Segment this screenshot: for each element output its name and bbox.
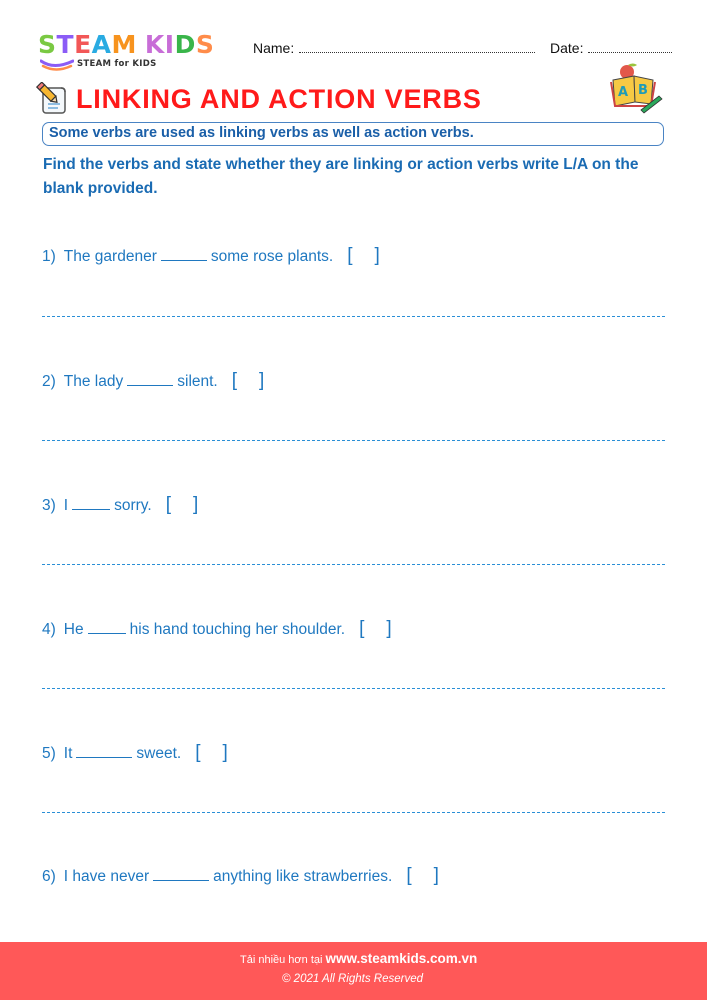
logo-letter: S xyxy=(38,30,57,59)
verb-blank[interactable] xyxy=(161,260,207,261)
question-4 xyxy=(42,618,392,640)
answer-bracket[interactable]: [ ] xyxy=(195,742,228,763)
verb-blank[interactable] xyxy=(72,509,110,510)
svg-text:B: B xyxy=(638,83,648,98)
logo-letter: A xyxy=(91,30,112,59)
name-blank-line[interactable] xyxy=(299,52,535,53)
answer-line[interactable] xyxy=(42,316,665,317)
question-5 xyxy=(42,742,228,764)
logo-letter: I xyxy=(164,30,175,59)
logo-letter: M xyxy=(111,30,137,59)
answer-bracket[interactable]: [ ] xyxy=(359,618,392,639)
name-field[interactable] xyxy=(253,40,535,56)
footer-copyright: © 2021 All Rights Reserved xyxy=(282,973,424,985)
question-text-before: The lady xyxy=(63,373,124,390)
question-text-before: It xyxy=(63,745,73,762)
logo-letter: T xyxy=(56,30,75,59)
question-text-after: his hand touching her shoulder. xyxy=(129,621,346,638)
logo-wordmark xyxy=(38,32,238,57)
question-text-after: some rose plants. xyxy=(210,248,334,265)
footer-url[interactable]: www.steamkids.com.vn xyxy=(325,951,478,966)
question-number: 6) xyxy=(42,868,56,885)
question-text-after: sweet. xyxy=(136,745,182,762)
question-text-before: I xyxy=(63,497,69,514)
logo-swoosh-icon xyxy=(40,58,74,72)
question-number: 1) xyxy=(42,248,56,265)
question-text-before: I have never xyxy=(63,868,150,885)
logo-letter: S xyxy=(195,30,215,59)
answer-line[interactable] xyxy=(42,564,665,565)
footer-download-prefix: Tải nhiều hơn tại xyxy=(240,954,323,966)
question-number: 2) xyxy=(42,373,56,390)
verb-blank[interactable] xyxy=(88,633,126,634)
logo-letter: K xyxy=(144,30,165,59)
question-number: 4) xyxy=(42,621,56,638)
pencil-paper-icon xyxy=(36,82,70,116)
question-1 xyxy=(42,245,380,267)
question-number: 5) xyxy=(42,745,56,762)
abc-book-apple-icon xyxy=(607,62,663,114)
answer-bracket[interactable]: [ ] xyxy=(165,494,199,515)
footer-download-link[interactable] xyxy=(240,951,477,966)
verb-blank[interactable] xyxy=(153,880,209,881)
page-title: LINKING AND ACTION VERBS xyxy=(76,84,482,114)
date-field[interactable] xyxy=(550,40,672,56)
question-2 xyxy=(42,370,264,392)
note-box: Some verbs are used as linking verbs as well as action verbs. xyxy=(42,122,664,146)
question-3 xyxy=(42,494,198,516)
question-text-after: silent. xyxy=(177,373,218,390)
answer-bracket[interactable]: [ ] xyxy=(347,245,380,266)
name-label: Name: xyxy=(253,40,295,56)
verb-blank[interactable] xyxy=(127,385,173,386)
answer-bracket[interactable]: [ ] xyxy=(231,370,265,391)
answer-bracket[interactable]: [ ] xyxy=(406,865,439,886)
question-text-before: The gardener xyxy=(63,248,157,265)
question-text-after: anything like strawberries. xyxy=(213,868,393,885)
steam-kids-logo xyxy=(38,32,238,72)
question-text-before: He xyxy=(63,621,84,638)
logo-tagline: STEAM for KIDS xyxy=(77,59,157,69)
answer-line[interactable] xyxy=(42,812,665,813)
question-number: 3) xyxy=(42,497,56,514)
verb-blank[interactable] xyxy=(76,757,132,758)
answer-line[interactable] xyxy=(42,688,665,689)
date-label: Date: xyxy=(550,40,584,56)
svg-text:A: A xyxy=(618,85,629,100)
answer-line[interactable] xyxy=(42,440,665,441)
question-text-after: sorry. xyxy=(114,497,152,514)
date-blank-line[interactable] xyxy=(588,52,672,53)
instructions: Find the verbs and state whether they are linking or action verbs write L/A on the blank provided. xyxy=(43,156,639,197)
question-6 xyxy=(42,865,439,887)
logo-letter: D xyxy=(174,30,196,59)
logo-letter: E xyxy=(74,30,92,59)
